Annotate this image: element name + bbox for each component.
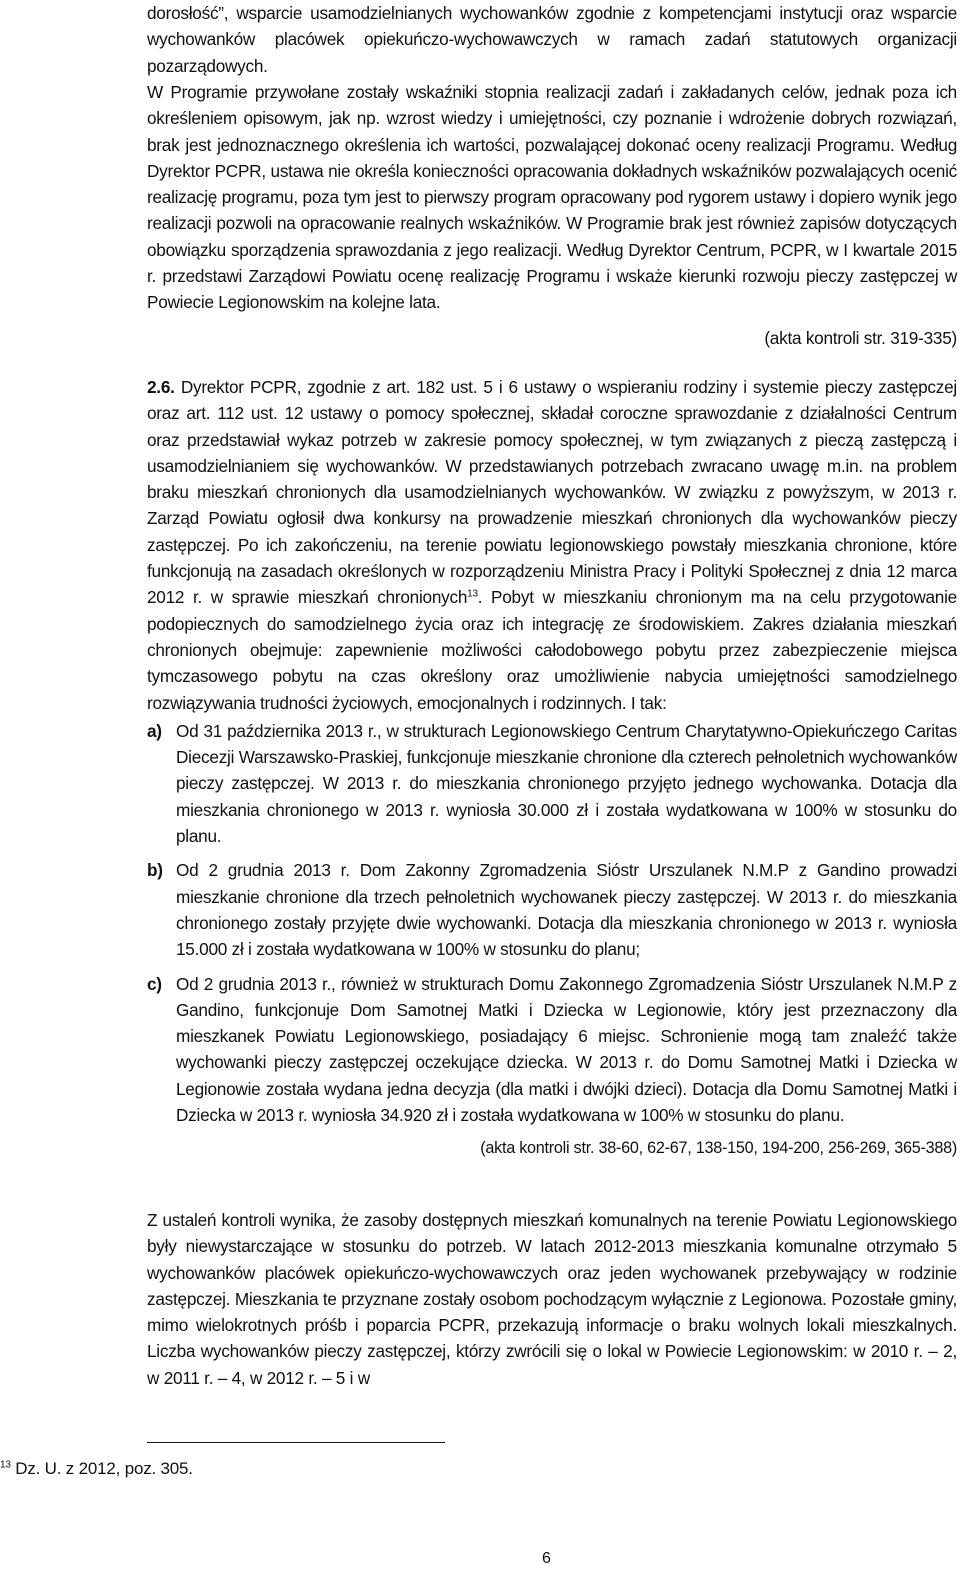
list-item (147, 971, 957, 1129)
footnote-number: 13 (0, 1459, 11, 1471)
list-item-text: Od 2 grudnia 2013 r. Dom Zakonny Zgromadzenia Sióstr Urszulanek N.M.P z Gandino prowadzi mieszkanie chronione dla trzech pełnoletnich wychowanek pieczy zastępczej. W 2013 r. do mieszkania chronionego zostały przyjęte dwie wychowanki. Dotacja dla mieszkania chronionego w 2013 r. wyniosła 15.000 zł i została wydatkowana w 100% w stosunku do planu; (176, 860, 957, 960)
list-item (147, 857, 957, 962)
section-number: 2.6. (147, 377, 175, 397)
section-2-6 (147, 374, 957, 1162)
paragraph-last: Z ustaleń kontroli wynika, że zasoby dostępnych mieszkań komunalnych na terenie Powiatu Legionowskiego były niewystarczające w stosunku do potrzeb. W latach 2012-2013 mieszkania komunalne otrzymało 5 wychowanków placówek opiekuńczo-wychowawczych oraz jeden wychowanek przebywający w rodzinie zastępczej. Mieszkania te przyznane zostały osobom pochodzącym wyłącznie z Legionowa. Pozostałe gminy, mimo wielokrotnych próśb i poparcia PCPR, przekazują informacje o braku wolnych lokali mieszkalnych. Liczba wychowanków pieczy zastępczej, którzy zwrócili się o lokal w Powiecie Legionowskim: w 2010 r. – 2, w 2011 r. – 4, w 2012 r. – 5 i w (147, 1210, 957, 1388)
file-reference-2: (akta kontroli str. 38-60, 62-67, 138-150, 194-200, 256-269, 365-388) (480, 1139, 957, 1158)
list-item-label: c) (147, 973, 162, 994)
footnote-marker: 13 (467, 588, 478, 600)
page-number: 6 (542, 1550, 551, 1567)
section-2-6-part-b: . Pobyt w mieszkaniu chronionym ma na celu przygotowanie podopiecznych do samodzielnego życia oraz ich integrację ze środowiskiem. Zakres działania mieszkań chronionych obejmuje: zapewnienie możliwości całodobowego pobytu przez zabezpieczenie miejsca tymczasowego pobytu na czas określony oraz umożliwienie nabycia umiejętności samodzielnego rozwiązywania trudności życiowych, emocjonalnych i rodzinnych. I tak: (147, 587, 957, 713)
list-item-text: Od 31 października 2013 r., w strukturach Legionowskiego Centrum Charytatywno-Opiekuńczego Caritas Diecezji Warszawsko-Praskiej, funkcjonuje mieszkanie chronione dla czterech pełnoletnich wychowanków pieczy zastępczej. W 2013 r. do mieszkania chronionego przyjęto jednego wychowanka. Dotacja dla mieszkania chronionego w 2013 r. wyniosła 30.000 zł i została wydatkowana w 100% w stosunku do planu. (176, 720, 957, 847)
footnote-text: Dz. U. z 2012, poz. 305. (10, 1459, 193, 1478)
list-item-label: b) (147, 860, 163, 881)
paragraph-intro (147, 0, 957, 79)
footnote-separator (147, 1442, 445, 1443)
list-item (147, 718, 957, 849)
footnote (0, 1458, 193, 1480)
paragraph-program-indicators (147, 79, 957, 351)
list-item-text: Od 2 grudnia 2013 r., również w strukturach Domu Zakonnego Zgromadzenia Sióstr Urszulanek N.M.P z Gandino, funkcjonuje Dom Samotnej Matki i Dziecka w Legionowie, który jest przeznaczony dla mieszkanek Powiatu Legionowskiego, posiadający 6 miejsc. Schronienie mogą tam znaleźć także wychowanki pieczy zastępczej oczekujące dziecka. W 2013 r. do Domu Samotnej Matki i Dziecka w Legionowie została wydana jedna decyzja (dla matki i dwójki dzieci). Dotacja dla Domu Samotnej Matki i Dziecka w 2013 r. wyniosła 34.920 zł i została wydatkowana w 100% w stosunku do planu. (176, 973, 957, 1126)
section-2-6-text (147, 374, 957, 716)
paragraph-1: dorosłość”, wsparcie usamodzielnianych wychowanków zgodnie z kompetencjami instytucji oraz wsparcie wychowanków placówek opiekuńczo-wychowawczych w ramach zadań statutowych organizacji pozarządowych. (147, 3, 957, 76)
paragraph-2: W Programie przywołane zostały wskaźniki stopnia realizacji zadań i zakładanych celów, jednak poza ich określeniem opisowym, jak np. wzrost wiedzy i umiejętności, czy poznanie i wdrożenie dobrych rozwiązań, brak jest jednoznacznego określenia ich wartości, pozwalającej dokonać oceny realizacji Programu. Według Dyrektor PCPR, ustawa nie określa konieczności opracowania dokładnych wskaźników pozwalających ocenić realizację programu, poza tym jest to pierwszy program opracowany pod rygorem ustawy i dopiero wynik jego realizacji pozwoli na opracowanie realnych wskaźników. W Programie brak jest również zapisów dotyczących obowiązku sporządzenia sprawozdania z jego realizacji. Według Dyrektor Centrum, PCPR, w I kwartale 2015 r. przedstawi Zarządowi Powiatu ocenę realizację Programu i wskaże kierunki rozwoju pieczy zastępczej w Powiecie Legionowskim na kolejne lata. (147, 82, 957, 313)
file-reference-1: (akta kontroli str. 319-335) (764, 327, 957, 348)
section-2-6-part-a: Dyrektor PCPR, zgodnie z art. 182 ust. 5 i 6 ustawy o wspieraniu rodziny i systemie pieczy zastępczej oraz art. 112 ust. 12 ustawy o pomocy społecznej, składał coroczne sprawozdanie z działalności Centrum oraz przedstawiał wykaz potrzeb w zakresie pomocy społecznej, w tym związanych z pieczą zastępczą i usamodzielnianiem się wychowanków. W przedstawianych potrzebach zwracano uwagę m.in. na problem braku mieszkań chronionych dla usamodzielnianych wychowanków. W związku z powyższym, w 2013 r. Zarząd Powiatu ogłosił dwa konkursy na prowadzenie mieszkań chronionych dla wychowanków pieczy zastępczej. Po ich zakończeniu, na terenie powiatu legionowskiego powstały mieszkania chronione, które funkcjonują na zasadach określonych w rozporządzeniu Ministra Pracy i Polityki Społecznej z dnia 12 marca 2012 r. w sprawie mieszkań chronionych (147, 377, 957, 608)
list-item-label: a) (147, 720, 162, 741)
paragraph-housing (147, 1207, 957, 1391)
